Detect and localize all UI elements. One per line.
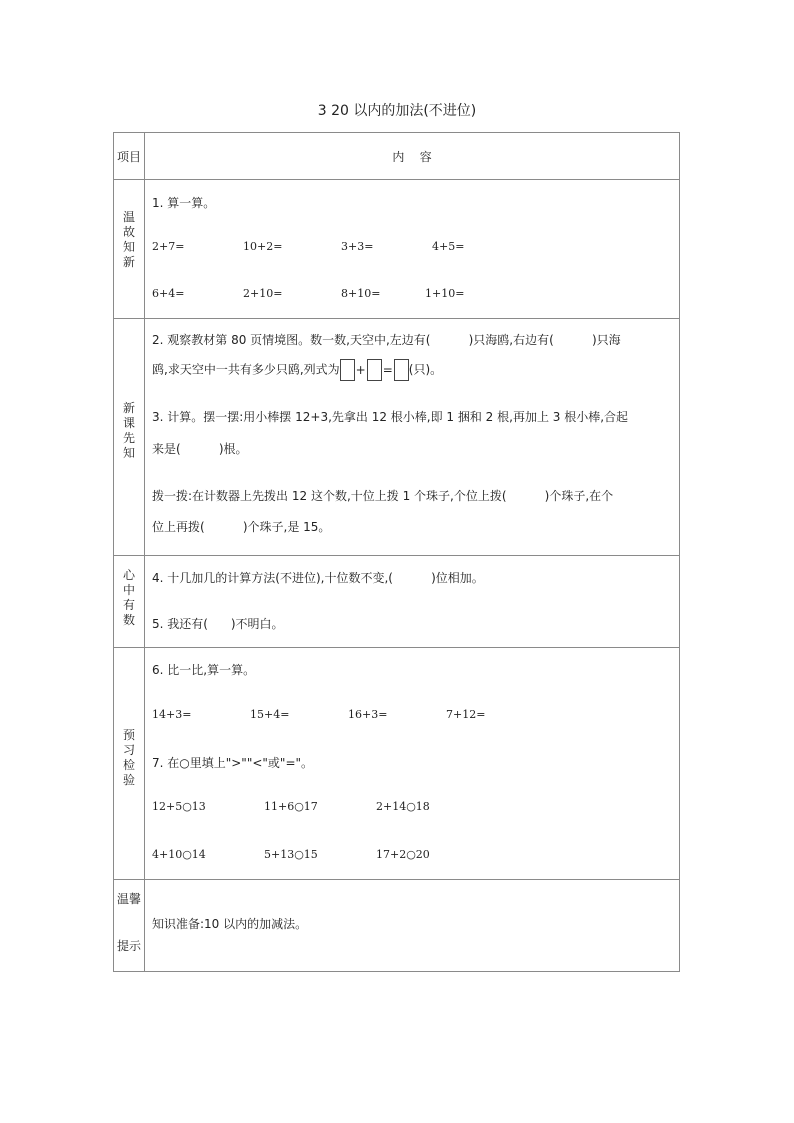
header-content-cell: [145, 133, 680, 180]
problem: 2+7=: [152, 240, 185, 253]
label-char: 新: [122, 401, 135, 415]
label-char: 检: [122, 758, 135, 772]
counter-line1: 拨一拨:在计数器上先拨出 12 这个数,十位上拨 1 个珠子,个位上拨( )个珠子,在个: [152, 489, 614, 503]
section-review: [114, 180, 680, 319]
question-6: 6. 比一比,算一算。: [152, 663, 256, 677]
section-summary-label: [114, 556, 145, 648]
unit-text: (只)。: [408, 362, 443, 377]
section-summary: [114, 556, 680, 648]
problem: 6+4=: [152, 287, 185, 300]
comparison: 5+13○15: [264, 848, 318, 861]
page-title: 3 20 以内的加法(不进位): [317, 103, 477, 119]
label-char: 先: [122, 431, 135, 445]
answer-box[interactable]: [394, 359, 409, 381]
worksheet-table: [113, 132, 680, 972]
section-tip: [114, 880, 680, 972]
label-char: 新: [122, 255, 135, 269]
problem: 15+4=: [250, 708, 290, 721]
question-3-line2: 来是( )根。: [152, 442, 248, 456]
comparison: 2+14○18: [376, 800, 430, 813]
header-row: [114, 133, 680, 180]
section-tip-label: [114, 880, 145, 972]
problem: 8+10=: [341, 287, 381, 300]
label-char: 温: [122, 210, 135, 224]
answer-box[interactable]: [340, 359, 355, 381]
section-review-label: [114, 180, 145, 319]
label-char: 数: [122, 613, 135, 627]
question-1: 1. 算一算。: [152, 196, 216, 210]
problem: 16+3=: [348, 708, 388, 721]
section-review-content: [145, 180, 680, 319]
label-char: 验: [122, 773, 135, 787]
question-3-line1: 3. 计算。摆一摆:用小棒摆 12+3,先拿出 12 根小棒,即 1 捆和 2 根,再加上 3 根小棒,合起: [152, 410, 629, 424]
problem: 2+10=: [243, 287, 283, 300]
question-5: 5. 我还有( )不明白。: [152, 617, 284, 631]
section-preview-label: [114, 319, 145, 556]
section-check-content: [145, 648, 680, 880]
question-7: 7. 在○里填上">""<"或"="。: [152, 756, 314, 770]
question-2-line2: [152, 359, 442, 381]
label-char: 知: [122, 240, 135, 254]
tip-text: 知识准备:10 以内的加减法。: [152, 917, 308, 931]
problem: 10+2=: [243, 240, 283, 253]
equals-sign: =: [382, 362, 393, 377]
header-item-label: 项目: [116, 149, 141, 164]
section-tip-content: [145, 880, 680, 972]
label-char: 故: [122, 225, 135, 239]
tip-label-2: 提示: [116, 939, 141, 953]
section-check: [114, 648, 680, 880]
section-preview: [114, 319, 680, 556]
label-char: 心: [122, 568, 135, 582]
problem: 14+3=: [152, 708, 192, 721]
label-char: 有: [122, 598, 135, 612]
problem: 1+10=: [425, 287, 465, 300]
comparison: 17+2○20: [376, 848, 430, 861]
question-2-line1: 2. 观察教材第 80 页情境图。数一数,天空中,左边有( )只海鸥,右边有( )只海: [152, 333, 621, 347]
header-content-label: 内 容: [392, 149, 432, 164]
problem: 7+12=: [446, 708, 486, 721]
question-4: 4. 十几加几的计算方法(不进位),十位数不变,( )位相加。: [152, 571, 484, 585]
tip-label-1: 温馨: [116, 892, 141, 906]
comparison: 4+10○14: [152, 848, 206, 861]
label-char: 习: [122, 743, 135, 757]
label-char: 知: [122, 446, 135, 460]
problem: 4+5=: [432, 240, 465, 253]
label-char: 中: [122, 583, 135, 597]
comparison: 11+6○17: [264, 800, 318, 813]
section-preview-content: [145, 319, 680, 556]
label-char: 预: [122, 728, 135, 742]
question-2-text: 鸥,求天空中一共有多少只鸥,列式为: [152, 362, 340, 377]
header-item-cell: [114, 133, 145, 180]
comparison: 12+5○13: [152, 800, 206, 813]
problem: 3+3=: [341, 240, 374, 253]
section-check-label: [114, 648, 145, 880]
plus-sign: +: [355, 362, 366, 377]
section-summary-content: [145, 556, 680, 648]
answer-box[interactable]: [367, 359, 382, 381]
label-char: 课: [122, 416, 135, 430]
counter-line2: 位上再拨( )个珠子,是 15。: [152, 520, 331, 534]
